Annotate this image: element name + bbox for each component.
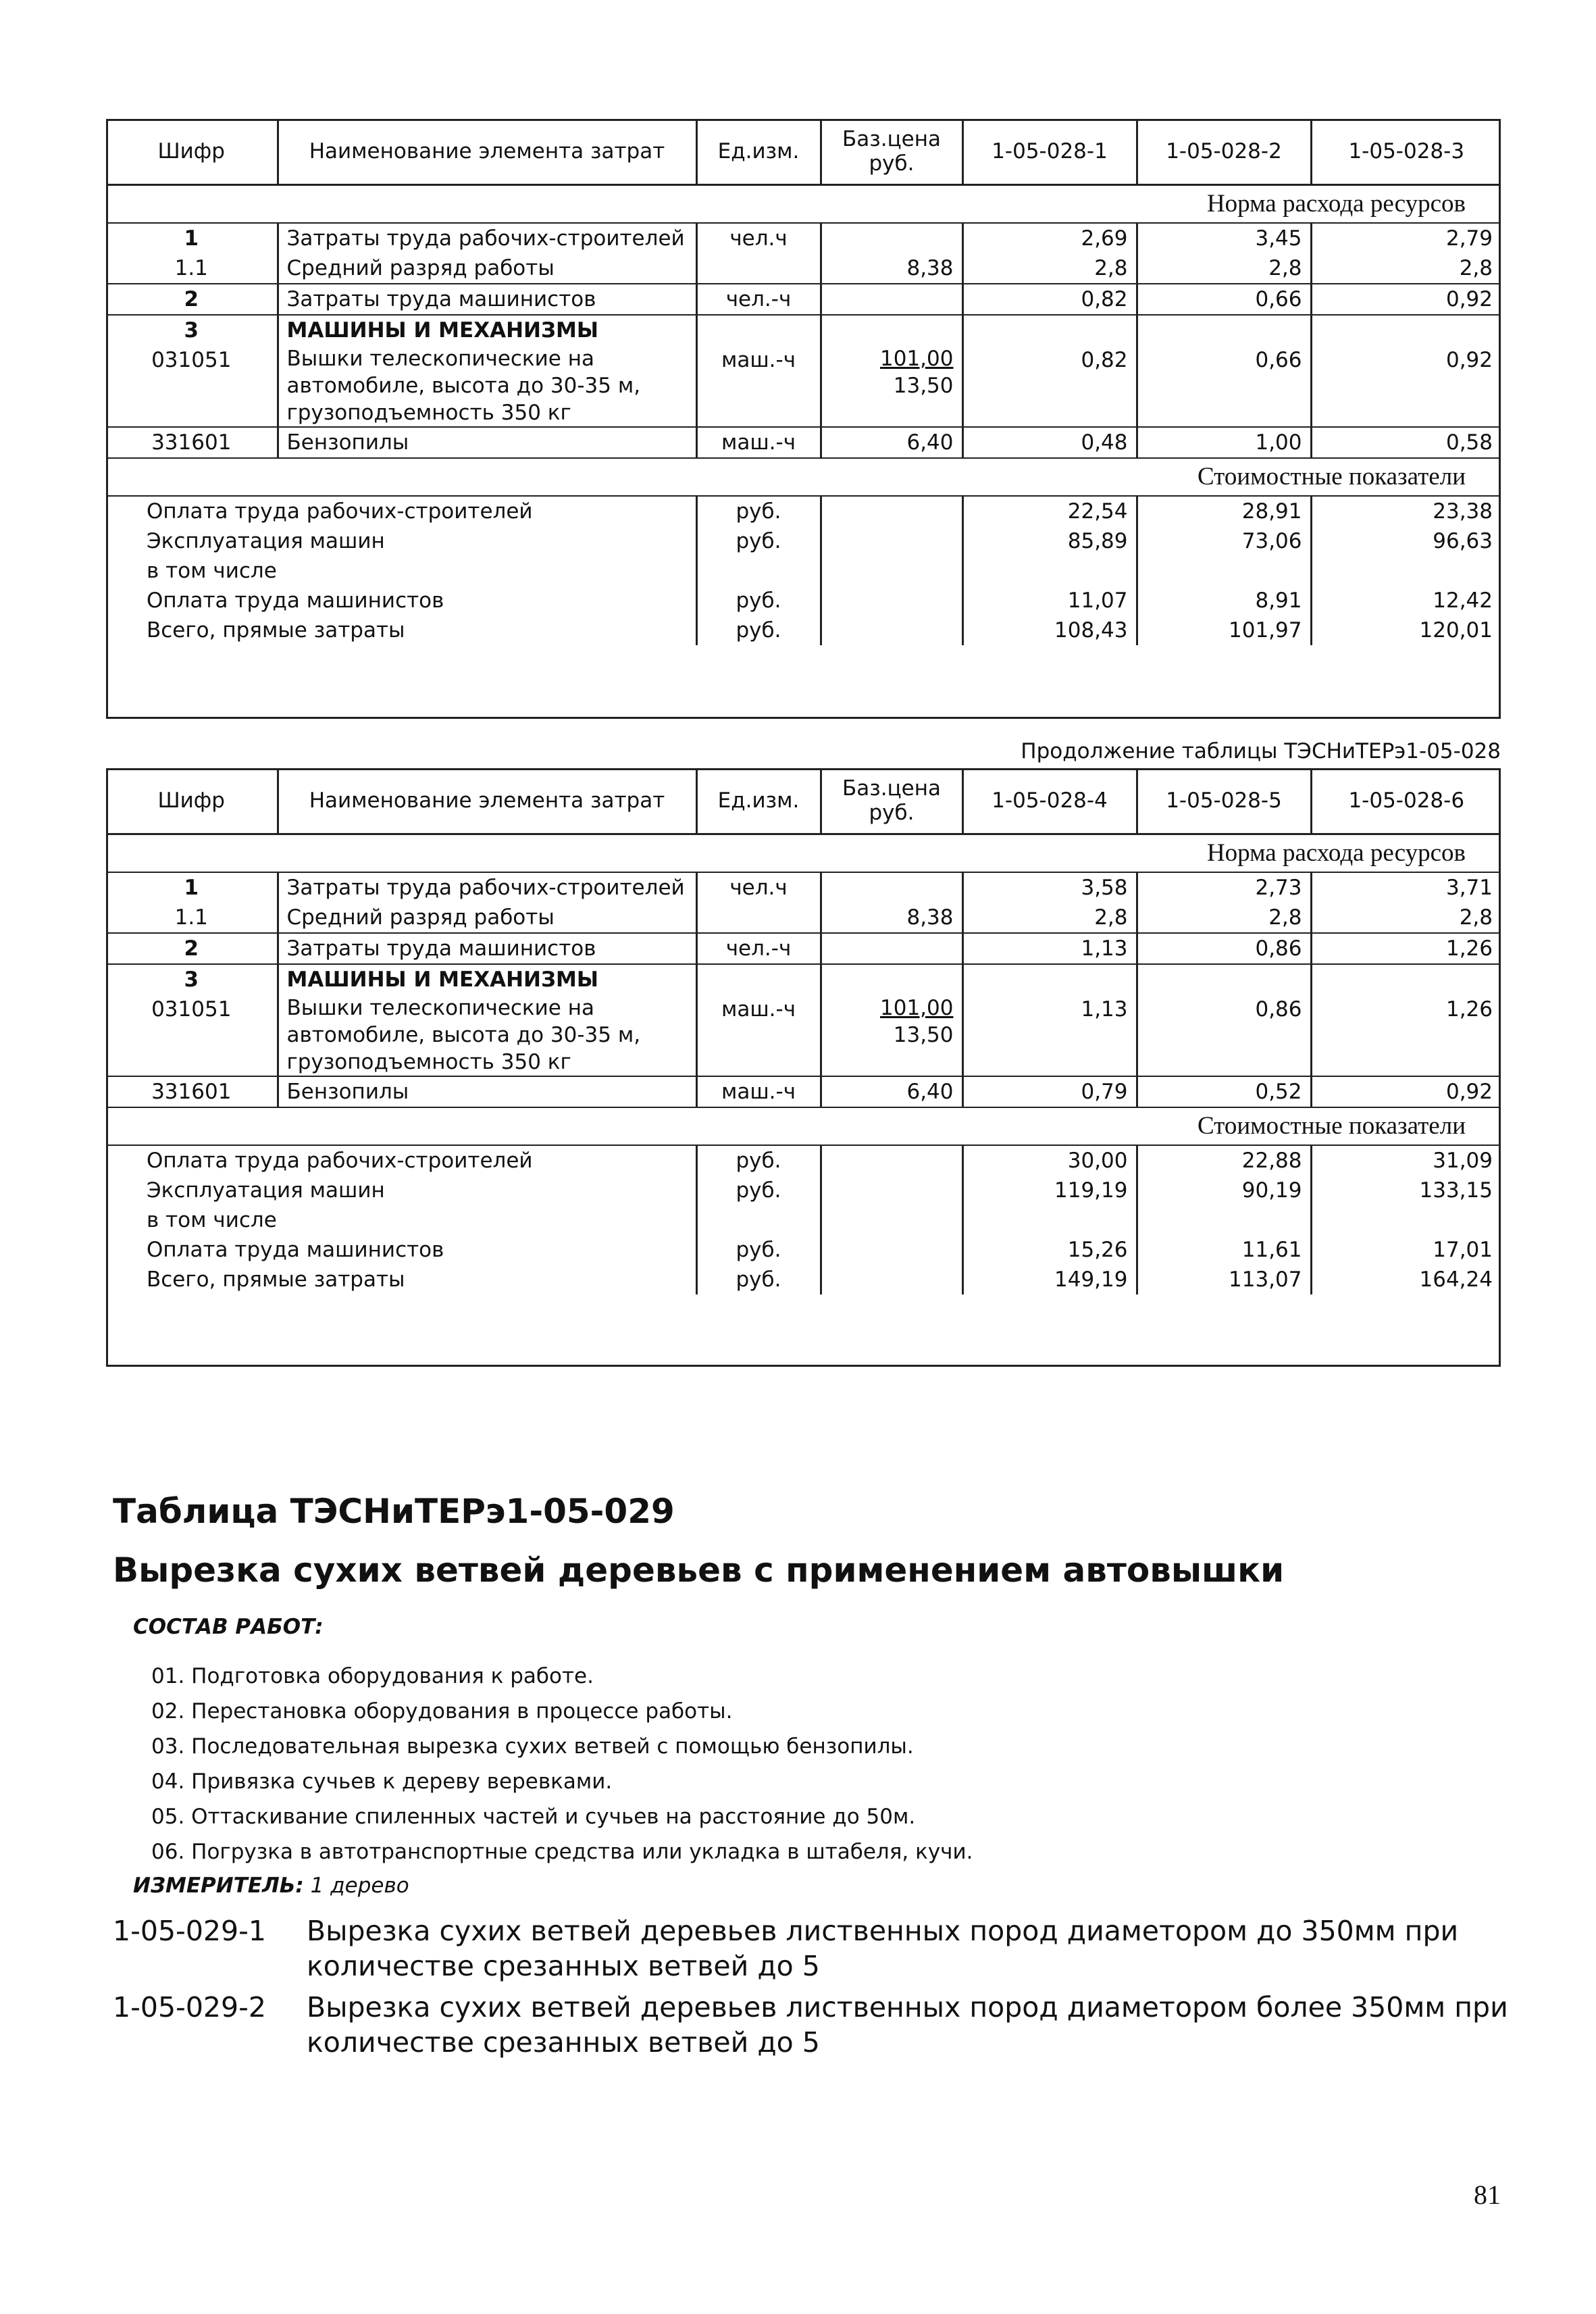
row-value: 2,8 bbox=[1137, 903, 1311, 933]
row-price bbox=[821, 284, 962, 315]
cost-name: Эксплуатация машин bbox=[147, 529, 385, 553]
resource-table-2 bbox=[106, 768, 1501, 1294]
table-row bbox=[106, 315, 1501, 345]
table-title: Таблица ТЭСНиТЕРэ1-05-029 bbox=[113, 1492, 675, 1531]
row-code: 2 bbox=[106, 933, 278, 964]
cost-value: 28,91 bbox=[1137, 496, 1311, 526]
row-value: 0,58 bbox=[1311, 427, 1501, 458]
cost-unit: руб. bbox=[696, 526, 821, 556]
cost-value: 31,09 bbox=[1311, 1145, 1501, 1176]
row-unit: чел.-ч bbox=[696, 284, 821, 315]
table-header-row bbox=[106, 119, 1501, 185]
row-code: 1.1 bbox=[174, 256, 208, 280]
row-value: 3,45 bbox=[1137, 223, 1311, 253]
column-header: 1-05-028-6 bbox=[1311, 768, 1501, 834]
row-value: 1,13 bbox=[962, 933, 1137, 964]
section-heading: Вырезка сухих ветвей деревьев с применением автовышки bbox=[113, 1551, 1285, 1590]
row-price bbox=[821, 995, 962, 1076]
table-row bbox=[106, 872, 1501, 903]
row-name bbox=[278, 995, 696, 1076]
row-value: 1,00 bbox=[1137, 427, 1311, 458]
row-value: 2,8 bbox=[1311, 253, 1501, 284]
table-row bbox=[106, 223, 1501, 253]
row-price-line: 101,00 bbox=[880, 347, 954, 371]
row-value: 0,92 bbox=[1311, 345, 1501, 427]
list-item: 03. Последовательная вырезка сухих ветвей с помощью бензопилы. bbox=[151, 1734, 914, 1759]
row-value: 0,86 bbox=[1137, 995, 1311, 1076]
table-header-row bbox=[106, 768, 1501, 834]
cost-unit: руб. bbox=[696, 586, 821, 615]
cost-value: 108,43 bbox=[962, 615, 1137, 645]
table-row bbox=[106, 345, 1501, 427]
row-unit bbox=[696, 253, 821, 284]
cost-value: 119,19 bbox=[962, 1176, 1137, 1205]
row-name: Затраты труда рабочих-строителей bbox=[278, 872, 696, 903]
row-name-line: автомобиле, высота до 30-35 м, bbox=[286, 1023, 641, 1047]
row-value: 1,13 bbox=[962, 995, 1137, 1076]
row-name-line: автомобиле, высота до 30-35 м, bbox=[286, 374, 641, 398]
row-name: МАШИНЫ И МЕХАНИЗМЫ bbox=[278, 964, 696, 995]
table-row bbox=[106, 964, 1501, 995]
cost-row bbox=[106, 526, 1501, 556]
header-code: Шифр bbox=[106, 119, 278, 185]
column-header: 1-05-028-1 bbox=[962, 119, 1137, 185]
row-unit bbox=[696, 903, 821, 933]
row-value: 0,92 bbox=[1311, 1076, 1501, 1107]
cost-name: Оплата труда рабочих-строителей bbox=[147, 499, 533, 524]
column-header: 1-05-028-4 bbox=[962, 768, 1137, 834]
cost-name: Эксплуатация машин bbox=[147, 1178, 385, 1203]
entry-description: Вырезка сухих ветвей деревьев лиственных пород диаметором до 350мм при количестве срезанных ветвей до 5 bbox=[307, 1915, 1459, 1982]
cost-value: 23,38 bbox=[1311, 496, 1501, 526]
row-unit: маш.-ч bbox=[696, 345, 821, 427]
cost-value: 96,63 bbox=[1311, 526, 1501, 556]
cost-value: 120,01 bbox=[1311, 615, 1501, 645]
table-row bbox=[106, 284, 1501, 315]
section-norms: Норма расхода ресурсов bbox=[106, 185, 1501, 224]
cost-unit: руб. bbox=[696, 496, 821, 526]
cost-unit: руб. bbox=[696, 1145, 821, 1176]
row-code: 031051 bbox=[151, 348, 232, 372]
cost-unit: руб. bbox=[696, 1176, 821, 1205]
cost-value: 73,06 bbox=[1137, 526, 1311, 556]
row-value: 0,92 bbox=[1311, 284, 1501, 315]
table-row bbox=[106, 253, 1501, 284]
cost-row bbox=[106, 1176, 1501, 1205]
cost-row bbox=[106, 1265, 1501, 1294]
cost-row bbox=[106, 615, 1501, 645]
row-price-line: 13,50 bbox=[893, 374, 954, 398]
cost-value: 113,07 bbox=[1137, 1265, 1311, 1294]
row-name: Средний разряд работы bbox=[278, 253, 696, 284]
row-value: 0,86 bbox=[1137, 933, 1311, 964]
resource-table-1 bbox=[106, 119, 1501, 645]
row-name: МАШИНЫ И МЕХАНИЗМЫ bbox=[278, 315, 696, 345]
column-header: 1-05-028-5 bbox=[1137, 768, 1311, 834]
column-header: 1-05-028-3 bbox=[1311, 119, 1501, 185]
row-name: Затраты труда рабочих-строителей bbox=[278, 223, 696, 253]
page-number: 81 bbox=[1474, 2180, 1501, 2210]
row-name-line: Вышки телескопические на bbox=[286, 996, 594, 1020]
row-price bbox=[821, 933, 962, 964]
list-item: 02. Перестановка оборудования в процессе работы. bbox=[151, 1699, 733, 1724]
row-value: 2,8 bbox=[962, 253, 1137, 284]
cost-unit: руб. bbox=[696, 1235, 821, 1265]
cost-value: 101,97 bbox=[1137, 615, 1311, 645]
cost-row bbox=[106, 1235, 1501, 1265]
row-value: 2,8 bbox=[1311, 903, 1501, 933]
section-costs: Стоимостные показатели bbox=[106, 458, 1501, 496]
header-price-line2: руб. bbox=[869, 801, 915, 825]
cost-name: Оплата труда рабочих-строителей bbox=[147, 1149, 533, 1173]
row-code: 1.1 bbox=[174, 905, 208, 930]
cost-value: 149,19 bbox=[962, 1265, 1137, 1294]
cost-name: Всего, прямые затраты bbox=[147, 618, 405, 643]
work-steps-list bbox=[151, 1659, 973, 1869]
row-code: 331601 bbox=[106, 1076, 278, 1107]
entry-code: 1-05-029-2 bbox=[113, 1991, 266, 2023]
cost-unit: руб. bbox=[696, 1265, 821, 1294]
row-name: Затраты труда машинистов bbox=[278, 933, 696, 964]
row-value: 0,66 bbox=[1137, 284, 1311, 315]
cost-name: Оплата труда машинистов bbox=[147, 1238, 444, 1262]
measure-value: 1 дерево bbox=[310, 1873, 409, 1898]
row-unit: чел.ч bbox=[696, 872, 821, 903]
row-price bbox=[821, 345, 962, 427]
row-unit: чел.ч bbox=[696, 223, 821, 253]
row-value: 0,48 bbox=[962, 427, 1137, 458]
cost-row bbox=[106, 586, 1501, 615]
row-value: 2,69 bbox=[962, 223, 1137, 253]
continuation-label: Продолжение таблицы ТЭСНиТЕРэ1-05-028 bbox=[1021, 739, 1501, 763]
list-item: 04. Привязка сучьев к дереву веревками. bbox=[151, 1769, 613, 1794]
row-name-line: грузоподъемность 350 кг bbox=[286, 1050, 571, 1074]
cost-name: в том числе bbox=[147, 1208, 277, 1232]
list-item: 06. Погрузка в автотранспортные средства или укладка в штабеля, кучи. bbox=[151, 1840, 973, 1864]
row-code: 031051 bbox=[151, 997, 232, 1022]
cost-value: 133,15 bbox=[1311, 1176, 1501, 1205]
row-name: Средний разряд работы bbox=[278, 903, 696, 933]
header-price-line1: Баз.цена bbox=[842, 776, 942, 801]
row-value: 0,79 bbox=[962, 1076, 1137, 1107]
row-value: 0,52 bbox=[1137, 1076, 1311, 1107]
table-row bbox=[106, 995, 1501, 1076]
cost-value: 8,91 bbox=[1137, 586, 1311, 615]
entry-description: Вырезка сухих ветвей деревьев лиственных пород диаметором более 350мм при количестве срезанных ветвей до 5 bbox=[307, 1991, 1508, 2059]
row-name: Бензопилы bbox=[278, 1076, 696, 1107]
list-item: 01. Подготовка оборудования к работе. bbox=[151, 1664, 594, 1688]
table-row bbox=[106, 933, 1501, 964]
row-price bbox=[821, 872, 962, 903]
cost-name: Всего, прямые затраты bbox=[147, 1267, 405, 1292]
row-unit: чел.-ч bbox=[696, 933, 821, 964]
row-value: 2,8 bbox=[962, 903, 1137, 933]
row-price-line: 101,00 bbox=[880, 996, 954, 1020]
section-costs: Стоимостные показатели bbox=[106, 1107, 1501, 1145]
row-code: 2 bbox=[106, 284, 278, 315]
row-price-line: 13,50 bbox=[893, 1023, 954, 1047]
row-value: 3,71 bbox=[1311, 872, 1501, 903]
row-price: 8,38 bbox=[821, 903, 962, 933]
row-name: Бензопилы bbox=[278, 427, 696, 458]
column-header: 1-05-028-2 bbox=[1137, 119, 1311, 185]
cost-value: 17,01 bbox=[1311, 1235, 1501, 1265]
table-row bbox=[106, 1076, 1501, 1107]
entry-code: 1-05-029-1 bbox=[113, 1915, 266, 1947]
work-composition-label: СОСТАВ РАБОТ: bbox=[133, 1615, 324, 1639]
row-value: 1,26 bbox=[1311, 933, 1501, 964]
row-name: Затраты труда машинистов bbox=[278, 284, 696, 315]
cost-row bbox=[106, 496, 1501, 526]
table-row bbox=[106, 903, 1501, 933]
row-value: 2,8 bbox=[1137, 253, 1311, 284]
measure-label: ИЗМЕРИТЕЛЬ: bbox=[133, 1873, 304, 1898]
header-code: Шифр bbox=[106, 768, 278, 834]
row-name-line: Вышки телескопические на bbox=[286, 347, 594, 371]
cost-value: 15,26 bbox=[962, 1235, 1137, 1265]
cost-value: 12,42 bbox=[1311, 586, 1501, 615]
row-price: 8,38 bbox=[821, 253, 962, 284]
row-price bbox=[821, 223, 962, 253]
header-name: Наименование элемента затрат bbox=[278, 768, 696, 834]
cost-name: в том числе bbox=[147, 559, 277, 583]
cost-row bbox=[106, 556, 1501, 586]
cost-row bbox=[106, 1145, 1501, 1176]
row-name-line: грузоподъемность 350 кг bbox=[286, 401, 571, 425]
row-value: 3,58 bbox=[962, 872, 1137, 903]
row-unit: маш.-ч bbox=[696, 427, 821, 458]
row-code: 331601 bbox=[106, 427, 278, 458]
row-code: 1 bbox=[184, 876, 199, 900]
measure-line bbox=[133, 1873, 409, 1898]
cost-value: 164,24 bbox=[1311, 1265, 1501, 1294]
row-price: 6,40 bbox=[821, 1076, 962, 1107]
list-item: 05. Оттаскивание спиленных частей и сучьев на расстояние до 50м. bbox=[151, 1805, 916, 1829]
row-unit: маш.-ч bbox=[696, 1076, 821, 1107]
cost-value: 11,61 bbox=[1137, 1235, 1311, 1265]
row-value: 0,66 bbox=[1137, 345, 1311, 427]
cost-value: 22,54 bbox=[962, 496, 1137, 526]
row-value: 1,26 bbox=[1311, 995, 1501, 1076]
table-row bbox=[106, 427, 1501, 458]
cost-value: 85,89 bbox=[962, 526, 1137, 556]
row-unit: маш.-ч bbox=[696, 995, 821, 1076]
row-name bbox=[278, 345, 696, 427]
header-unit: Ед.изм. bbox=[696, 119, 821, 185]
section-norms: Норма расхода ресурсов bbox=[106, 834, 1501, 873]
cost-value: 30,00 bbox=[962, 1145, 1137, 1176]
cost-value: 90,19 bbox=[1137, 1176, 1311, 1205]
cost-unit: руб. bbox=[696, 615, 821, 645]
row-price: 6,40 bbox=[821, 427, 962, 458]
header-unit: Ед.изм. bbox=[696, 768, 821, 834]
header-price bbox=[821, 119, 962, 185]
row-value: 2,73 bbox=[1137, 872, 1311, 903]
row-value: 0,82 bbox=[962, 345, 1137, 427]
header-name: Наименование элемента затрат bbox=[278, 119, 696, 185]
row-value: 0,82 bbox=[962, 284, 1137, 315]
row-code: 3 bbox=[106, 964, 278, 995]
header-price-line1: Баз.цена bbox=[842, 127, 942, 151]
row-code: 3 bbox=[106, 315, 278, 345]
row-value: 2,79 bbox=[1311, 223, 1501, 253]
header-price-line2: руб. bbox=[869, 151, 915, 176]
cost-value: 11,07 bbox=[962, 586, 1137, 615]
row-code: 1 bbox=[184, 226, 199, 251]
cost-row bbox=[106, 1205, 1501, 1235]
cost-value: 22,88 bbox=[1137, 1145, 1311, 1176]
cost-name: Оплата труда машинистов bbox=[147, 588, 444, 613]
header-price bbox=[821, 768, 962, 834]
